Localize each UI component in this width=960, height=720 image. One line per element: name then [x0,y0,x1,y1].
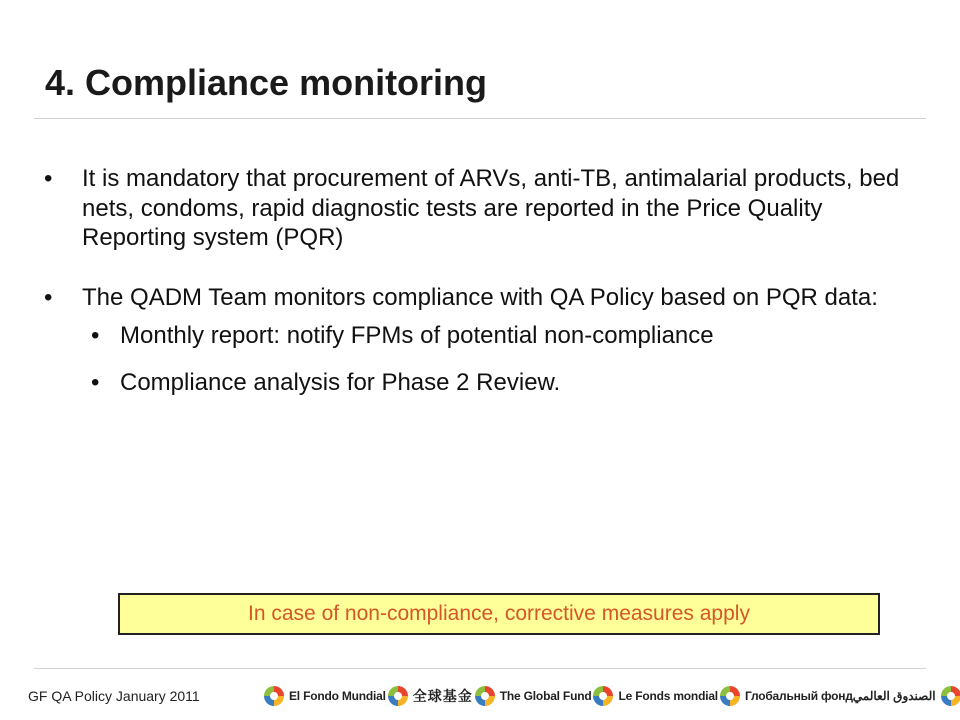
bullet-dot: • [91,322,100,349]
bullet-dot: • [91,369,100,396]
logo-name: Глобальный фонд [744,689,853,703]
global-fund-swirl-icon [262,684,286,708]
sub-bullet-item [40,321,920,350]
bullet-dot: • [44,165,53,192]
title-divider [34,118,926,119]
sub-bullet-text: Monthly report: notify FPMs of potential non-compliance [120,322,714,349]
callout-box [118,593,880,635]
slide-title: 4. Compliance monitoring [45,62,488,103]
logo-the-global-fund [473,684,592,708]
logo-russian [718,684,853,708]
logo-name: Le Fonds mondial [618,689,718,703]
logo-arabic [853,684,960,708]
global-fund-swirl-icon [718,684,742,708]
global-fund-swirl-icon [591,684,615,708]
logo-name: الصندوق العالمي [852,689,936,703]
logo-le-fonds-mondial [591,684,717,708]
logo-name: 全球基金 [412,688,473,704]
bullet-dot: • [44,283,53,311]
global-fund-swirl-icon [473,684,497,708]
sub-bullet-item [40,368,920,397]
global-fund-swirl-icon [939,684,960,708]
global-fund-swirl-icon [386,684,410,708]
footer-text: GF QA Policy January 2011 [28,688,200,704]
callout-text: In case of non-compliance, corrective measures apply [248,602,750,625]
logo-chinese [386,684,473,708]
sub-bullet-text: Compliance analysis for Phase 2 Review. [120,369,561,396]
bullet-item [40,283,920,313]
logo-name: The Global Fund [499,689,592,703]
logo-el-fondo-mundial [262,684,386,708]
bullet-text: The QADM Team monitors compliance with QA Policy based on PQR data: [82,283,878,311]
bullet-list [40,164,920,415]
bullet-text: It is mandatory that procurement of ARVs, anti-TB, antimalarial products, bed nets, condoms, rapid diagnostic tests are reported in the Price Quality Reporting system (PQR) [82,165,900,251]
global-fund-logo-strip [262,678,934,714]
bullet-item [40,164,920,253]
logo-name: El Fondo Mundial [289,689,386,703]
footer-divider [34,668,926,669]
